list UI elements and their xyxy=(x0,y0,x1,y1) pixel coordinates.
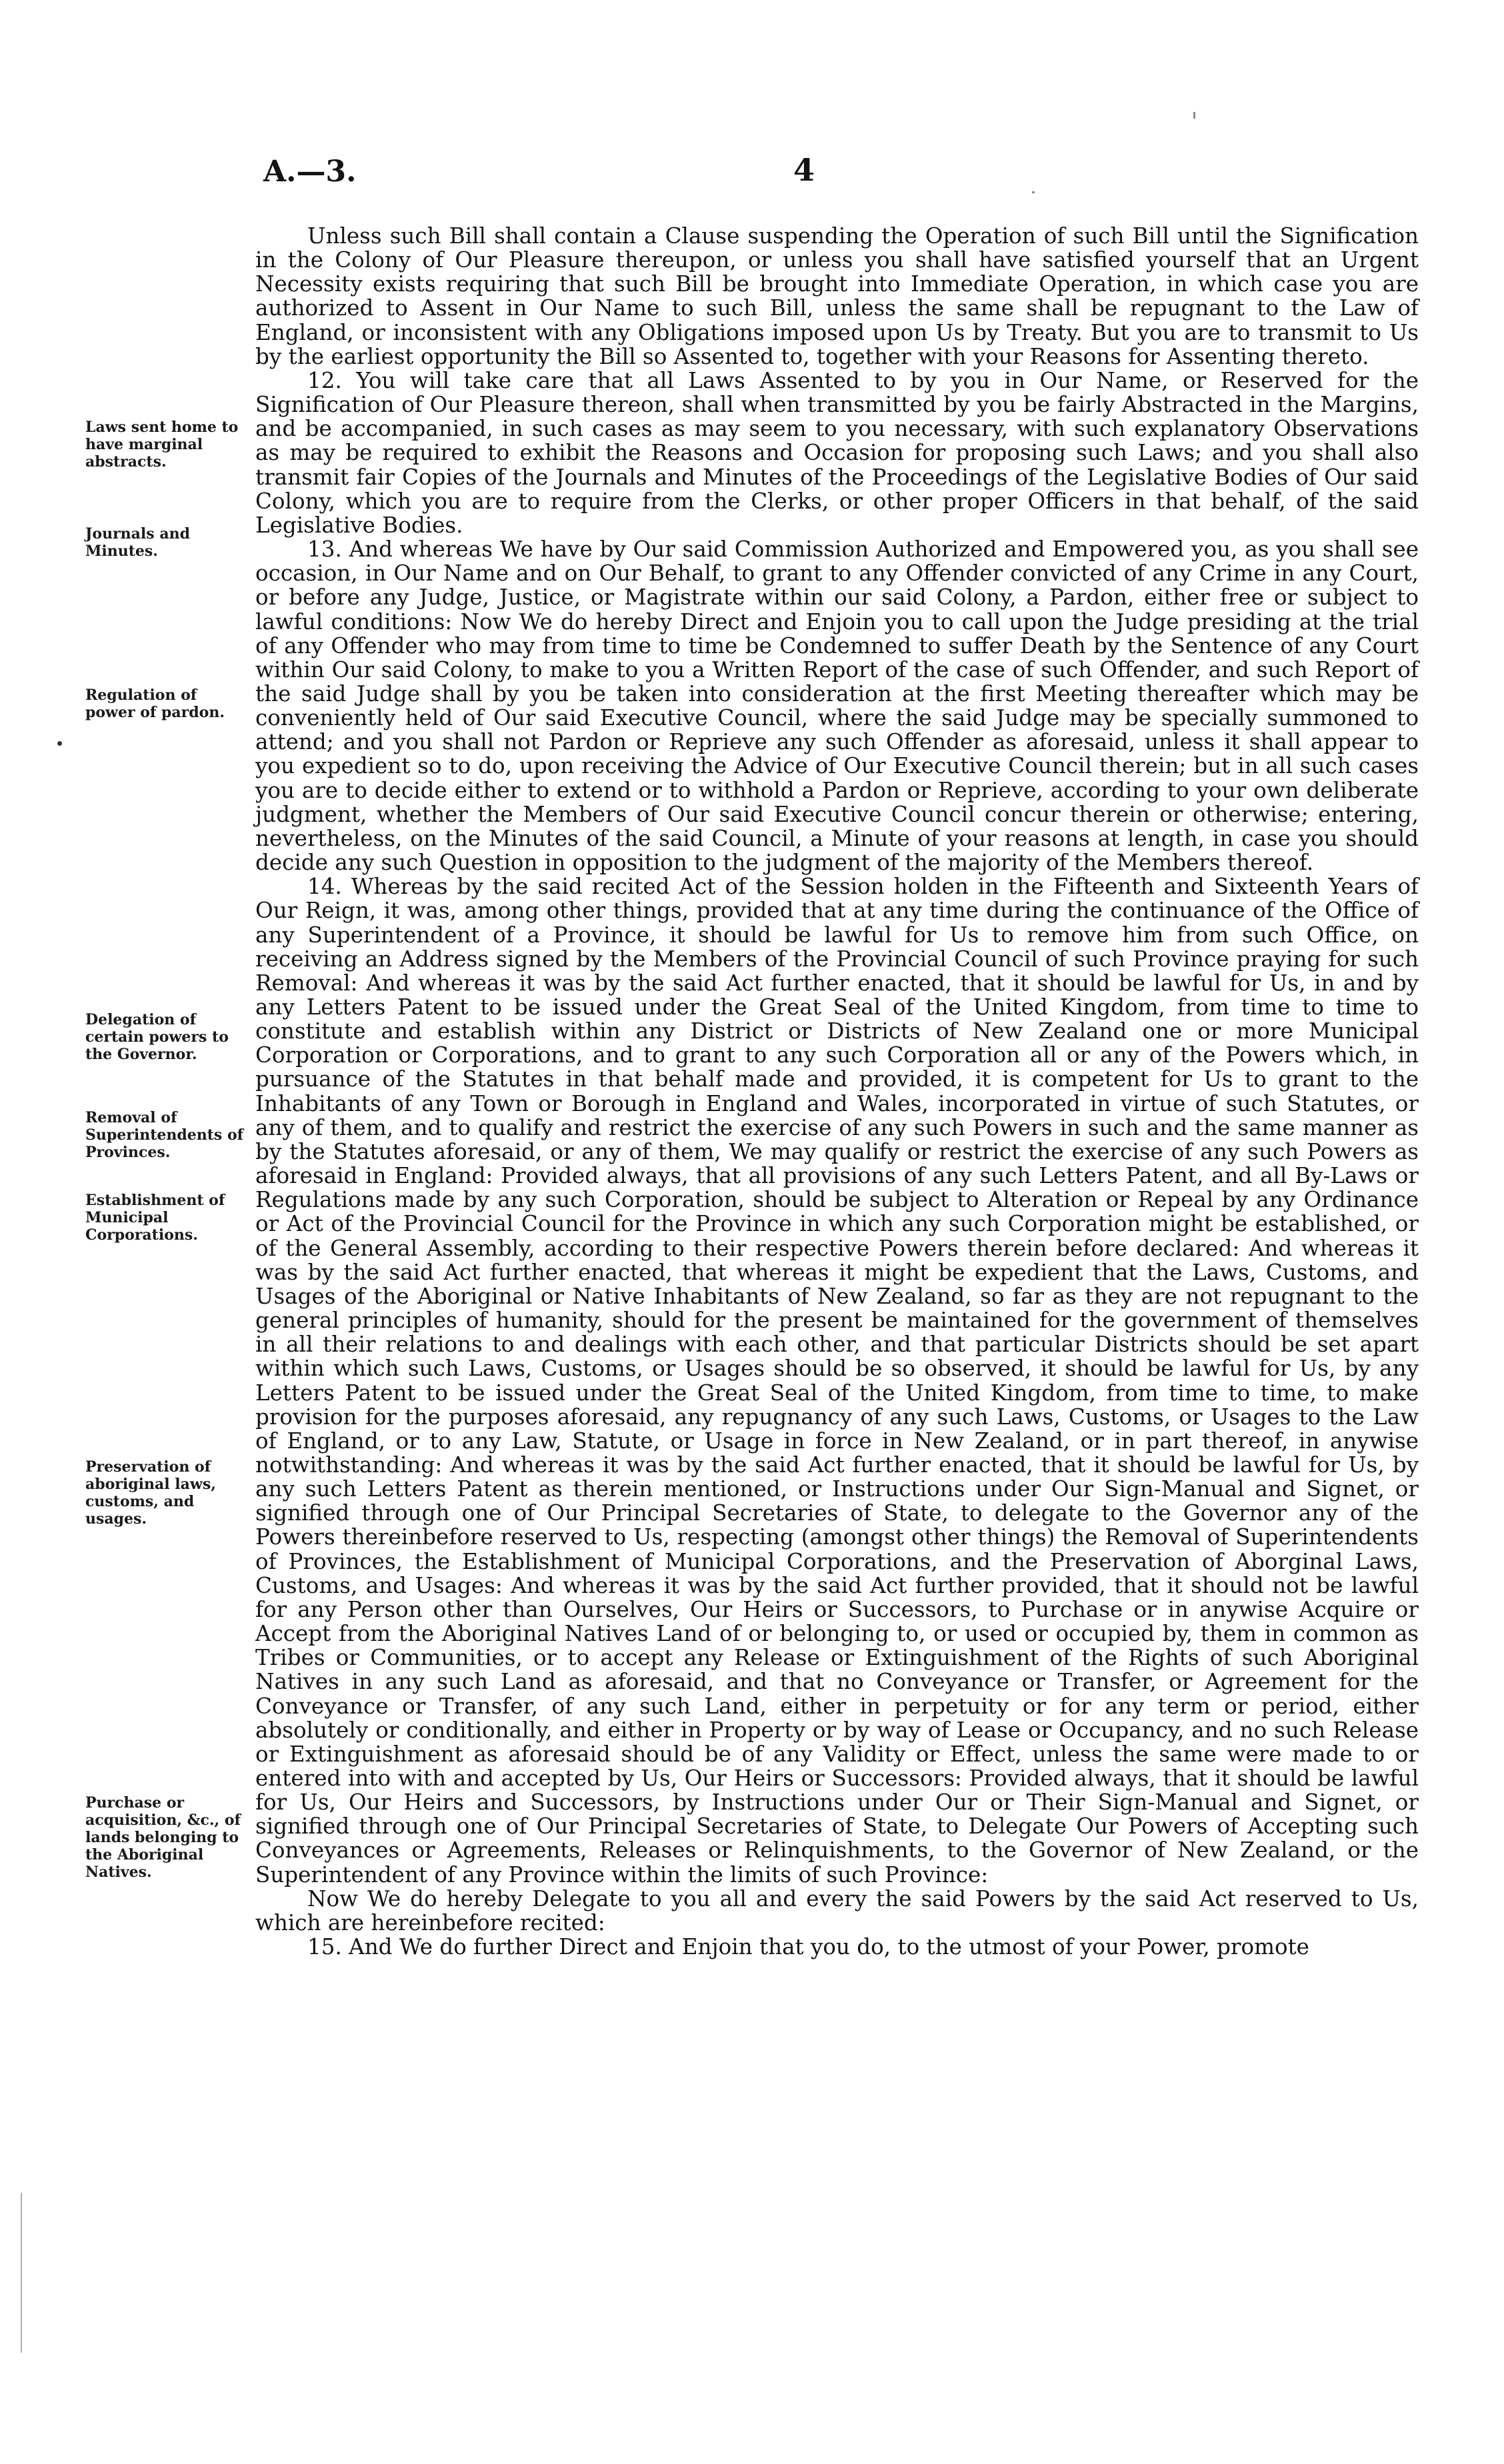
margin-note-laws-sent-home: Laws sent home to have marginal abstracts. xyxy=(85,419,239,471)
scan-speck xyxy=(1193,112,1195,119)
bullet-mark xyxy=(57,741,62,746)
margin-note-delegation-of-powers: Delegation of certain powers to the Governor. xyxy=(85,1011,229,1063)
paragraph-14: 14. Whereas by the said recited Act of the Session holden in the Fifteenth and Sixteenth Years of Our Reign, it was, among other things, provided that at any time during the continuance of the Office of any Superintendent of a Province, it should be lawful for Us to remove him from such Office, on receiving an Address signed by the Members of the Provincial Council of such Province praying for such Removal: And whereas it was by the said Act further enacted, that it should be lawful for Us, in and by any Letters Patent to be issued under the Great Seal of the United Kingdom, from time to time to constitute and establish within any District or Districts of New Zealand one or more Municipal Corporation or Corporations, and to grant to any such Corporation all or any of the Powers which, in pursuance of the Statutes in that behalf made and provided, it is competent for Us to grant to the Inhabitants of any Town or Borough in England and Wales, incorporated in virtue of such Statutes, or any of them, and to qualify and restrict the exercise of any such Powers in such and the same manner as by the Statutes aforesaid, or any of them, We may qualify or restrict the exercise of any such Powers as aforesaid in England: Provided always, that all provisions of any such Letters Patent, and all By-Laws or Regulations made by any such Corporation, should be subject to Alteration or Repeal by any Ordinance or Act of the Provincial Council for the Province in which any such Corporation might be established, or of the General Assembly, according to their respective Powers therein before declared: And whereas it was by the said Act further enacted, that whereas it might be expedient that the Laws, Customs, and Usages of the Aboriginal or Native Inhabitants of New Zealand, so far as they are not repugnant to the general principles of humanity, should for the present be maintained for the government of themselves in all their relations to and dealings with each other, and that particular Districts should be set apart within which such Laws, Customs, or Usages should be so observed, it should be lawful for Us, by any Letters Patent to be issued under the Great Seal of the United Kingdom, from time to time, to make provision for the purposes aforesaid, any repugnancy of any such Laws, Customs, or Usages to the Law of England, or to any Law, Statute, or Usage in force in New Zealand, or in part thereof, in anywise notwithstanding: And whereas it was by the said Act further enacted, that it should be lawful for Us, by any such Letters Patent as therein mentioned, or Instructions under Our Sign-Manual and Signet, or signified through one of Our Principal Secretaries of State, to delegate to the Governor any of the Powers thereinbefore reserved to Us, respecting (amongst other things) the Removal of Superintendents of Provinces, the Establishment of Municipal Corporations, and the Preservation of Aborginal Laws, Customs, and Usages: And whereas it was by the said Act further provided, that it should not be lawful for any Person other than Ourselves, Our Heirs or Successors, to Purchase or in anywise Acquire or Accept from the Aboriginal Natives Land of or belonging to, or used or occupied by, them in common as Tribes or Communities, or to accept any Release or Extinguishment of the Rights of such Aboriginal Natives in any such Land as aforesaid, and that no Conveyance or Transfer, or Agreement for the Conveyance or Transfer, of any such Land, either in perpetuity or for any term or period, either absolutely or conditionally, and either in Property or by way of Lease or Occupancy, and no such Release or Extinguishment as aforesaid should be of any Validity or Effect, unless the same were made to or entered into with and accepted by Us, Our Heirs or Successors: Provided always, that it should be lawful for Us, Our Heirs and Successors, by Instructions under Our or Their Sign-Manual and Signet, or signified through one of Our Principal Secretaries of State, to Delegate Our Powers of Accepting such Conveyances or Agreements, Releases or Relinquishments, to the Governor of New Zealand, or the Superintendent of any Province within the limits of such Province: xyxy=(255,874,1419,1887)
paragraph-delegation: Now We do hereby Delegate to you all and every the said Powers by the said Act reserved to Us, which are hereinbefore recited: xyxy=(255,1885,1419,1935)
margin-note-aboriginal-laws: Preservation of aboriginal laws, customs, and usages. xyxy=(85,1458,216,1528)
margin-note-journals-minutes: Journals and Minutes. xyxy=(85,525,190,560)
document-reference: A.—3. xyxy=(263,155,357,189)
paragraph-12: 12. You will take care that all Laws Assented to by you in Our Name, or Reserved for the Signification of Our Pleasure thereon, shall when transmitted by you be fairly Abstracted in the Margins, and be accompanied, in such cases as may seem to you necessary, with such explanatory Observations as may be required to exhibit the Reasons and Occasion for proposing such Laws; and you shall also transmit fair Copies of the Journals and Minutes of the Proceedings of the Legislative Bodies of Our said Colony, which you are to require from the Clerks, or other proper Officers in that behalf, of the said Legislative Bodies. xyxy=(255,367,1419,538)
margin-note-purchase-of-lands: Purchase or acquisition, &c., of lands belonging to the Aboriginal Natives. xyxy=(85,1794,241,1881)
scan-speck xyxy=(1032,191,1035,193)
margin-note-municipal-corporations: Establishment of Municipal Corporations. xyxy=(85,1192,225,1244)
margin-note-removal-of-superintendents: Removal of Superintendents of Provinces. xyxy=(85,1109,244,1161)
scan-edge-line xyxy=(21,2193,22,2353)
page-number: 4 xyxy=(793,152,815,188)
paragraph-15: 15. And We do further Direct and Enjoin that you do, to the utmost of your Power, promote xyxy=(307,1934,1309,1960)
document-body xyxy=(255,224,1419,1959)
paragraph-13: 13. And whereas We have by Our said Commission Authorized and Empowered you, as you shall see occasion, in Our Name and on Our Behalf, to grant to any Offender convicted of any Crime in any Court, or before any Judge, Justice, or Magistrate within our said Colony, a Pardon, either free or subject to lawful conditions: Now We do hereby Direct and Enjoin you to call upon the Judge presiding at the trial of any Offender who may from time to time be Condemned to suffer Death by the Sentence of any Court within Our said Colony, to make to you a Written Report of the case of such Offender, and such Report of the said Judge shall by you be taken into consideration at the first Meeting thereafter which may be conveniently held of Our said Executive Council, where the said Judge may be specially summoned to attend; and you shall not Pardon or Reprieve any such Offender as aforesaid, unless it shall appear to you expedient so to do, upon receiving the Advice of Our Executive Council therein; but in all such cases you are to decide either to extend or to withhold a Pardon or Reprieve, according to your own deliberate judgment, whether the Members of Our said Executive Council concur therein or otherwise; entering, nevertheless, on the Minutes of the said Council, a Minute of your reasons at length, in case you should decide any such Question in opposition to the judgment of the majority of the Members thereof. xyxy=(255,537,1419,876)
paragraph-bill-clause: Unless such Bill shall contain a Clause suspending the Operation of such Bill until the Signification in the Colony of Our Pleasure thereupon, or unless you shall have satisfied yourself that an Urgent Necessity exists requiring that such Bill be brought into Immediate Operation, in which case you are authorized to Assent in Our Name to such Bill, unless the same shall be repugnant to the Law of England, or inconsistent with any Obligations imposed upon Us by Treaty. But you are to transmit to Us by the earliest opportunity the Bill so Assented to, together with your Reasons for Assenting thereto. xyxy=(255,223,1419,369)
margin-note-regulation-of-pardon: Regulation of power of pardon. xyxy=(85,686,225,721)
